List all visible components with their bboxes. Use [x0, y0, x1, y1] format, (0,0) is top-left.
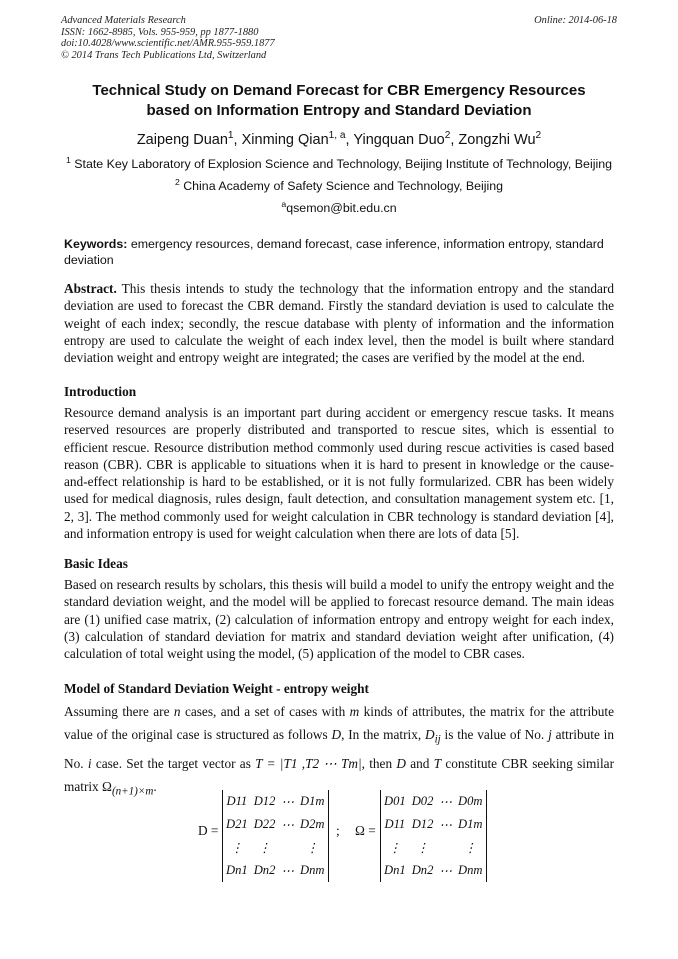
- math-symbol: Ω: [102, 778, 112, 794]
- matrix-cell: ⋮: [258, 840, 271, 855]
- matrix-row: [223, 836, 329, 859]
- math-symbol: D: [424, 727, 435, 742]
- matrix-cell: D21: [223, 813, 251, 836]
- keywords: [64, 236, 614, 268]
- paper-title: [50, 81, 628, 121]
- abstract: [64, 280, 614, 366]
- basic-ideas-text: Based on research results by scholars, this thesis will build a model to unify the entropy weight and the standard deviation weight, and the model will be applied to forecast resource demand. The main ideas are (1) unified case matrix, (2) calculation of information entropy and entropy weight for each index, (3) calculation of standard deviation for matrix and standard deviation weight after unification, (4) calculation of total weight using the model, (5) application of the model to CBR cases.: [64, 577, 614, 662]
- matrix-omega-label: Ω =: [355, 823, 376, 838]
- matrix-row: [381, 859, 487, 882]
- affiliation-2: [40, 178, 638, 194]
- text-run: , then: [361, 755, 393, 771]
- matrix-table: [222, 790, 329, 882]
- matrix-cell: Dn2: [411, 863, 434, 877]
- abstract-label: Abstract.: [64, 281, 117, 296]
- math-subscript: (n+1)×m: [111, 785, 154, 798]
- text-run: constitute CBR seeking similar matrix: [64, 755, 615, 794]
- text-run: Assuming there are: [64, 704, 170, 719]
- title-line-2: based on Information Entropy and Standard Deviation: [146, 102, 532, 119]
- matrix-cell: Dn1: [381, 859, 409, 882]
- text-run: is the value of No.: [444, 727, 545, 742]
- matrix-cell: D2m: [297, 813, 328, 836]
- matrix-cell: Dnm: [455, 859, 486, 882]
- matrix-cell: D01: [381, 790, 409, 813]
- matrix-cell: ⋯: [439, 794, 452, 809]
- author-email: [40, 200, 638, 216]
- section-heading-introduction: Introduction: [64, 384, 137, 399]
- matrix-cell: ⋯: [439, 817, 452, 832]
- matrix-omega: [380, 790, 487, 882]
- online-date: Online: 2014-06-18: [534, 15, 617, 26]
- text-run: cases, and a set of cases with: [184, 704, 346, 719]
- matrix-row: [381, 813, 487, 836]
- keywords-text: emergency resources, demand forecast, case inference, information entropy, standard deviation: [64, 237, 604, 267]
- text-run: and: [410, 755, 430, 771]
- text-run: attribute in No.: [64, 727, 615, 771]
- matrix-cell: ⋮: [416, 840, 429, 855]
- keywords-label: Keywords:: [64, 237, 128, 251]
- title-line-1: Technical Study on Demand Forecast for CBR Emergency Resources: [92, 82, 586, 99]
- matrix-cell: ⋯: [439, 863, 452, 878]
- math-variable: i: [87, 755, 92, 771]
- matrix-d-label: D =: [198, 823, 219, 838]
- math-variable: [102, 778, 154, 798]
- doi-line: doi:10.4028/www.scientific.net/AMR.955-959.1877: [61, 38, 275, 49]
- matrix-cell: D1m: [297, 790, 328, 813]
- matrix-cell: D12: [253, 794, 276, 808]
- math-subscript: ij: [434, 733, 441, 746]
- affiliation-sup: 2: [174, 176, 180, 187]
- abstract-text: This thesis intends to study the technology that the information entropy and the standard deviation are used to forecast the CBR demand. Firstly the standard deviation is used to calculate the weight of each index; secondly, the rescue database with plenty of information and the information entropy are used to calculate the weight of each index level, then the model is built where standard deviation weight and entropy weight are integrated; the cases are verified by the model at the end.: [64, 281, 615, 366]
- target-vector: T = |T1 ,T2 ⋯ Tm|: [255, 755, 362, 771]
- math-variable: D: [396, 755, 406, 771]
- author-name: Yingquan Duo: [353, 132, 445, 148]
- matrix-row: [223, 790, 329, 813]
- matrix-d: [222, 790, 329, 882]
- issn-line: ISSN: 1662-8985, Vols. 955-959, pp 1877-1880: [61, 26, 259, 38]
- math-variable: T: [433, 755, 442, 771]
- author-sup: 2: [535, 130, 542, 142]
- matrix-cell: ⋮: [455, 836, 486, 859]
- matrix-row: [381, 790, 487, 813]
- matrix-row: [223, 859, 329, 882]
- matrix-cell: ⋯: [281, 794, 294, 809]
- matrix-cell: D22: [253, 817, 276, 831]
- author-sup: 1, a: [328, 130, 346, 142]
- author-list: Zaipeng Duan$^1$, Xinming Qian$^{1, a}$, Yingquan Duo$^2$, Zongzhi Wu$^2$: [136, 130, 542, 148]
- email-text: qsemon@bit.edu.cn: [286, 201, 397, 215]
- matrix-cell: [436, 836, 455, 859]
- matrix-cell: Dnm: [297, 859, 328, 882]
- introduction-text: Resource demand analysis is an important part during accident or emergency rescue tasks. It means reserved resources are properly distributed and transported to rescue sites, which is essential to efficient rescue. Resource distribution method commonly used during rescue activities is cased based reason (CBR). CBR is applicable to situations when it is hard to present in knowledge or the cause-and-effect relationship is hard to be established, or it is not fully formularized. CBR has been widely used for medical diagnosis, rules design, fault detection, and consultation management system etc. [1, 2, 3]. The method commonly used for weight calculation in CBR technology is standard deviation [4], and information entropy is used for weight calculation when there are lots of data [5].: [64, 405, 614, 542]
- matrix-cell: D11: [223, 790, 251, 813]
- matrix-table: [380, 790, 487, 882]
- math-variable: j: [548, 727, 552, 742]
- text-run: case. Set the target vector as: [95, 755, 251, 771]
- section-heading-model: Model of Standard Deviation Weight - entropy weight: [64, 681, 369, 696]
- matrix-cell: D11: [381, 813, 409, 836]
- matrix-cell: Dn2: [253, 863, 276, 877]
- author-sup: 1: [227, 130, 234, 142]
- author-name: Zongzhi Wu: [458, 132, 536, 148]
- matrix-cell: D0m: [455, 790, 486, 813]
- affiliation-sup: 1: [65, 154, 71, 165]
- affiliation-text: State Key Laboratory of Explosion Science and Technology, Beijing Institute of Technology, Beijing: [74, 157, 612, 171]
- math-variable: D: [331, 727, 342, 742]
- affiliation-1: [40, 156, 638, 172]
- math-variable: [424, 727, 441, 746]
- author-name: Xinming Qian: [241, 132, 329, 148]
- matrix-cell: D1m: [455, 813, 486, 836]
- model-text: [64, 700, 614, 803]
- text-run: kinds of attributes, the matrix for the attribute value of the original case is structured as follows: [64, 704, 615, 742]
- journal-name: Advanced Materials Research: [61, 15, 186, 26]
- matrix-row: [223, 813, 329, 836]
- math-variable: n: [173, 704, 181, 719]
- matrix-cell: ⋯: [281, 863, 294, 878]
- matrix-cell: Dn1: [223, 859, 251, 882]
- matrix-cell: D12: [411, 817, 434, 831]
- text-run: , In the matrix,: [341, 727, 422, 742]
- matrix-cell: D02: [411, 794, 434, 808]
- section-heading-basic-ideas: Basic Ideas: [64, 556, 128, 571]
- email-sup: a: [281, 198, 287, 209]
- matrix-cell: ⋮: [297, 836, 328, 859]
- matrix-separator: ;: [336, 823, 340, 838]
- affiliation-text: China Academy of Safety Science and Technology, Beijing: [183, 179, 504, 193]
- matrix-cell: [278, 836, 297, 859]
- journal-header: [61, 15, 617, 61]
- author-sup: 2: [444, 130, 451, 142]
- matrix-row: [381, 836, 487, 859]
- matrix-cell: ⋮: [381, 836, 409, 859]
- matrix-cell: ⋯: [281, 817, 294, 832]
- author-name: Zaipeng Duan: [136, 132, 228, 148]
- text-run: .: [153, 778, 157, 794]
- copyright-line: © 2014 Trans Tech Publications Ltd, Switzerland: [61, 49, 267, 61]
- matrix-cell: ⋮: [223, 836, 251, 859]
- math-variable: m: [349, 704, 360, 719]
